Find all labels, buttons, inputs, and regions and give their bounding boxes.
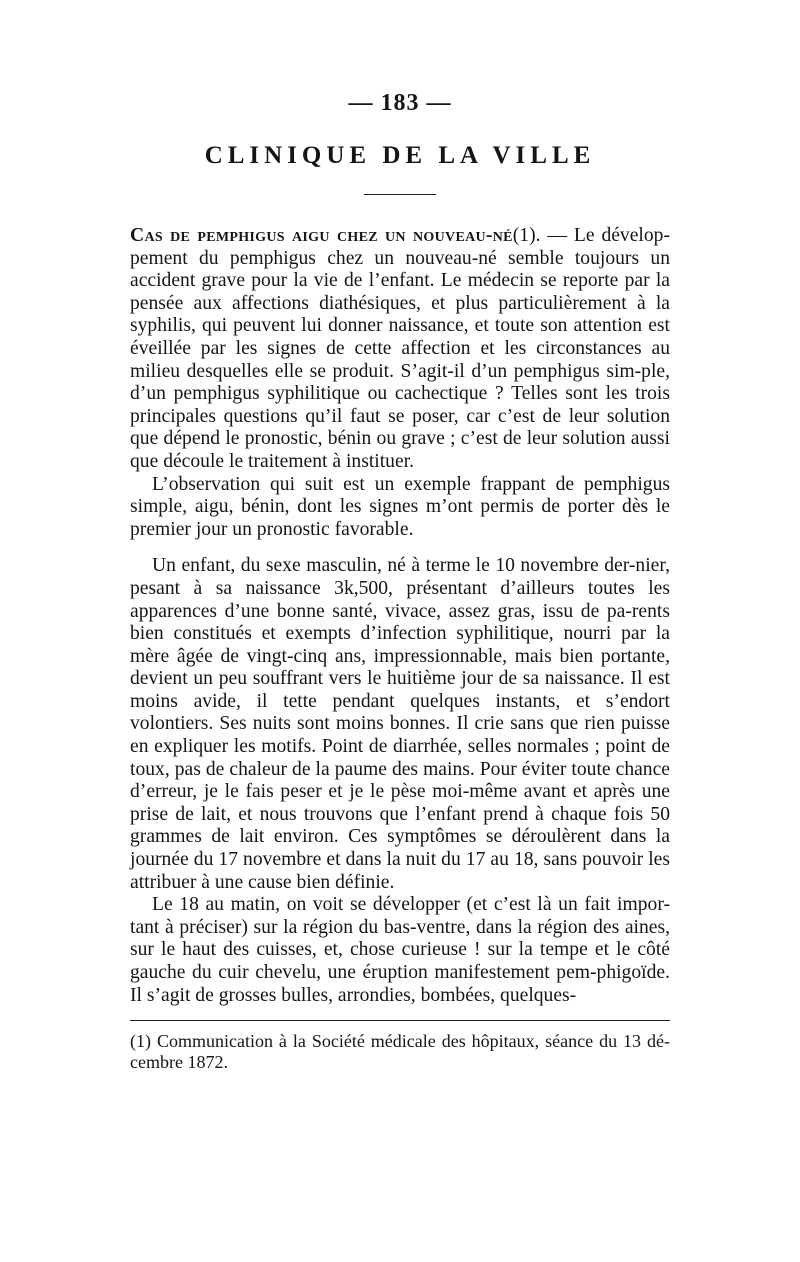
book-page	[130, 88, 670, 1073]
footnote: (1) Communication à la Société médicale des hôpitaux, séance du 13 dé-cembre 1872.	[130, 1031, 670, 1073]
footnote-reference: (1).	[512, 225, 541, 246]
paragraph-eruption: Le 18 au matin, on voit se développer (et c’est là un fait impor-tant à préciser) sur la région du bas-ventre, dans la région des aines, sur le haut des cuisses, et, chose curieuse ! sur la tempe et le côté gauche du cuir chevelu, une éruption manifestement pem-phigoïde. Il s’agit de grosses bulles, arrondies, bombées, quelques-	[130, 894, 670, 1006]
paragraph-case-history: Un enfant, du sexe masculin, né à terme le 10 novembre der-nier, pesant à sa naissance 3k,500, présentant d’ailleurs toutes les apparences d’une bonne santé, vivace, assez gras, issu de pa-rents bien constitués et exempts d’infection syphilitique, nourri par la mère âgée de vingt-cinq ans, impressionnable, mais bien portante, devient un peu souffrant vers le huitième jour de sa naissance. Il est moins avide, il tette pendant quelques instants, et s’endort volontiers. Ses nuits sont moins bonnes. Il crie sans que rien puisse en expliquer les motifs. Point de diarrhée, selles normales ; point de toux, pas de chaleur de la paume des mains. Pour éviter toute chance d’erreur, je le fais peser et je le pèse moi-même avant et après une prise de lait, et nous trouvons que l’enfant prend à chaque fois 50 grammes de lait environ. Ces symptômes se déroulèrent dans la journée du 17 novembre et dans la nuit du 17 au 18, sans pouvoir les attribuer à une cause bien définie.	[130, 555, 670, 893]
paragraph-observation: L’observation qui suit est un exemple frappant de pemphigus simple, aigu, bénin, dont les signes m’ont permis de porter dès le premier jour un pronostic favorable.	[130, 473, 670, 540]
title-divider	[364, 194, 436, 195]
page-number: — 183 —	[348, 90, 452, 116]
intro-text: — Le dévelop-pement du pemphigus chez un nouveau-né semble toujours un accident grave pour la vie de l’enfant. Le médecin se reporte par la pensée aux affections diathésiques, et plus particulièrement à la syphilis, qui peuvent lui donner naissance, et toute son attention est éveillée par les signes de cette affection et les circonstances au milieu desquelles elle se produit. S’agit-il d’un pemphigus sim-ple, d’un pemphigus syphilitique ou cachectique ? Telles sont les trois principales questions qu’il faut se poser, car c’est de leur solution que dépend le pronostic, bénin ou grave ; c’est de leur solution aussi que découle le traitement à instituer.	[130, 225, 670, 472]
footnote-divider	[130, 1020, 670, 1021]
article-body	[130, 225, 670, 1007]
intro-paragraph	[130, 225, 670, 474]
running-title: CLINIQUE DE LA VILLE	[204, 142, 596, 169]
section-heading: Cas de pemphigus aigu chez un nouveau-né	[130, 225, 513, 246]
